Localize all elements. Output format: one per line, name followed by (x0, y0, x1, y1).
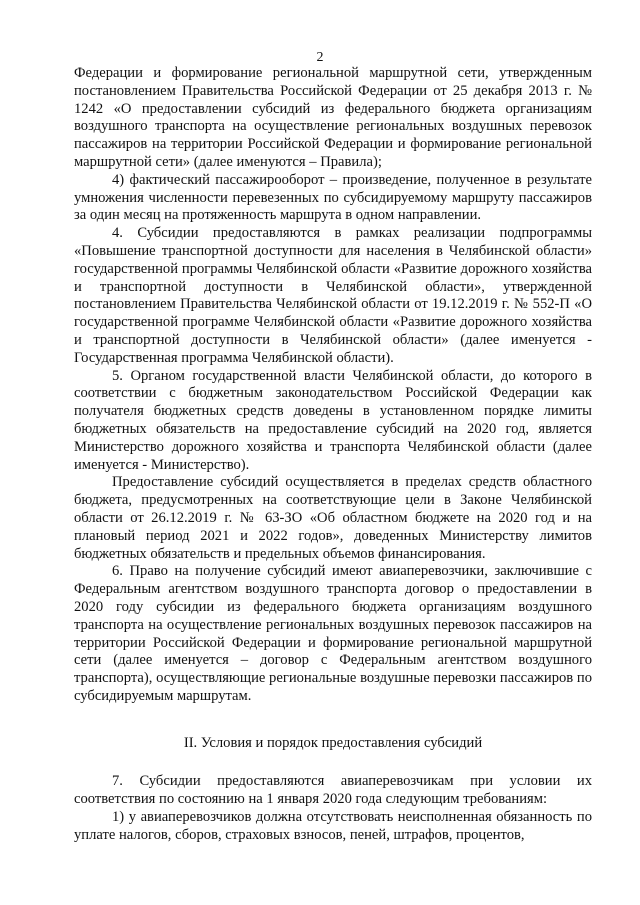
page-number: 2 (316, 50, 324, 65)
section-heading: II. Условия и порядок предоставления субсидий (183, 734, 483, 751)
paragraph-point-4: 4. Субсидии предоставляются в рамках реализации подпрограммы «Повышение транспортной доступности для населения в Челябинской области» государственной программы Челябинской области «Развитие дорожного хозяйства и транспортной доступности в Челябинской области», утвержденной постановлением Правительства Челябинской области от 19.12.2019 г. № 552-П «О государственной программе Челябинской области «Развитие дорожного хозяйства и транспортной доступности в Челябинской области» (далее именуется - Государственная программа Челябинской области). (74, 225, 592, 366)
paragraph-funding: Предоставление субсидий осуществляется в пределах средств областного бюджета, предусмотренных на соответствующие цели в Законе Челябинской области от 26.12.2019 г. № 63-ЗО «Об областном бюджете на 2020 год и на плановый период 2021 и 2022 годов», доведенных Министерству лимитов бюджетных обязательств и предельных объемов финансирования. (74, 474, 592, 562)
paragraph-point-7: 7. Субсидии предоставляются авиаперевозчикам при условии их соответствия по состоянию на 1 января 2020 года следующим требованиям: (74, 773, 592, 808)
paragraph-point-5: 5. Органом государственной власти Челябинской области, до которого в соответствии с бюджетным законодательством Российской Федерации как получателя бюджетных средств доведены в установленном порядке лимиты бюджетных обязательств на предоставление субсидий на 2020 год, является Министерство дорожного хозяйства и транспорта Челябинской области (далее именуется - Министерство). (74, 367, 592, 473)
paragraph-requirement-1: 1) у авиаперевозчиков должна отсутствовать неисполненная обязанность по уплате налогов, сборов, страховых взносов, пеней, штрафов, процентов, (74, 809, 592, 843)
paragraph-point-6: 6. Право на получение субсидий имеют авиаперевозчики, заключившие с Федеральным агентством воздушного транспорта договор о предоставлении в 2020 году субсидии из федерального бюджета организациям воздушного транспорта на осуществление региональных воздушных перевозок пассажиров на территории Российской Федерации и формирование региональной маршрутной сети (далее именуется – договор с Федеральным агентством воздушного транспорта), осуществляющие региональные воздушные перевозки пассажиров по субсидируемым маршрутам. (74, 563, 592, 704)
paragraph-item-4: 4) фактический пассажирооборот – произведение, полученное в результате умножения численности перевезенных по субсидируемому маршруту пассажиров за один месяц на протяженность маршрута в одном направлении. (74, 171, 592, 224)
paragraph-continuation: Федерации и формирование региональной маршрутной сети, утвержденным постановлением Правительства Российской Федерации от 25 декабря 2013 г. № 1242 «О предоставлении субсидий из федерального бюджета организациям воздушного транспорта на осуществление региональных воздушных перевозок пассажиров на территории Российской Федерации и формирование региональной маршрутной сети» (далее именуются – Правила); (74, 65, 592, 170)
document-body (74, 65, 592, 845)
